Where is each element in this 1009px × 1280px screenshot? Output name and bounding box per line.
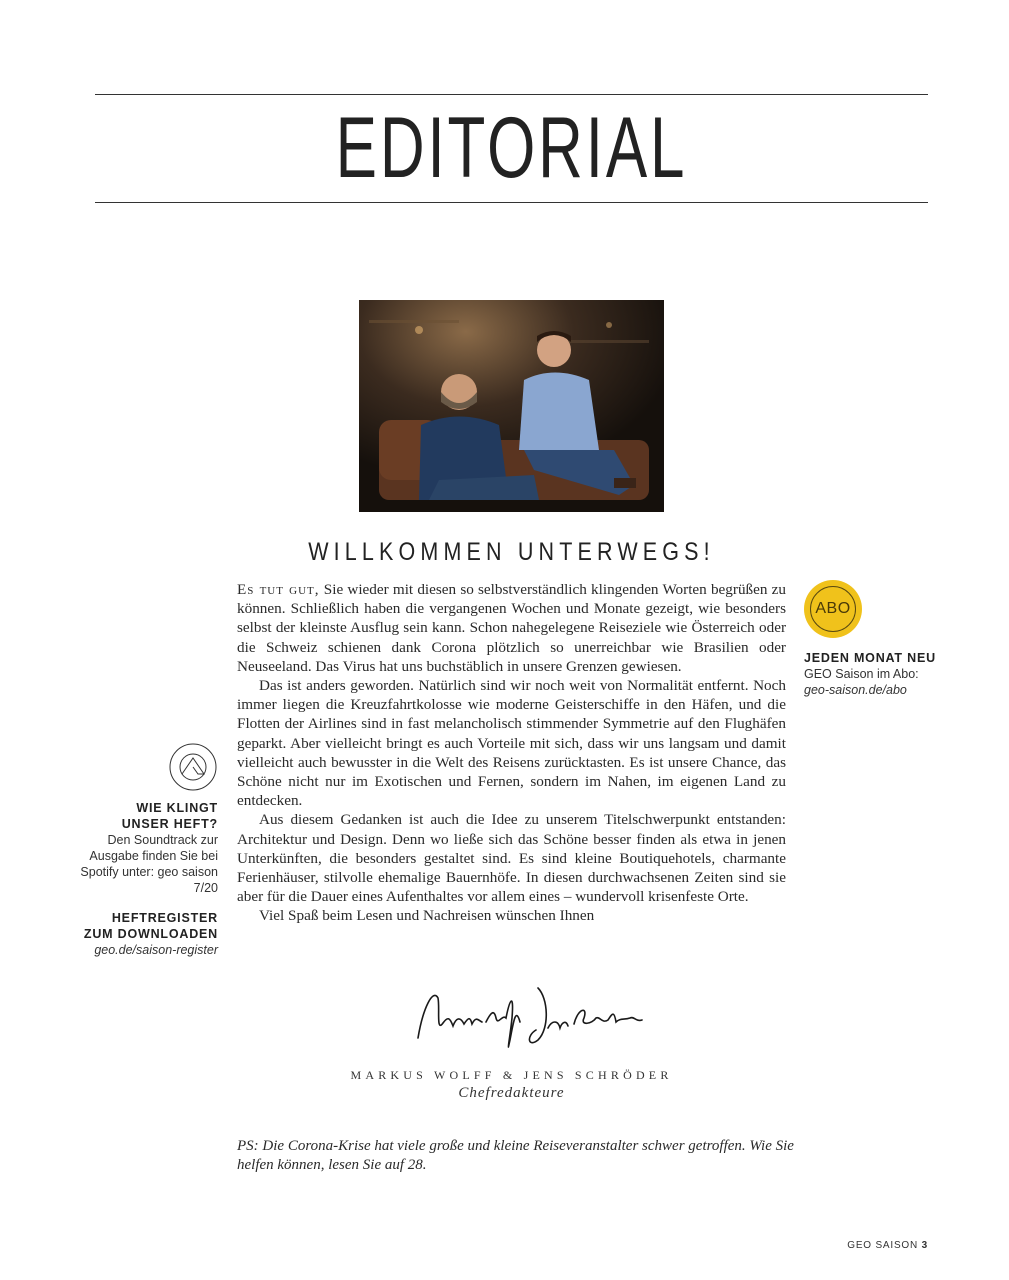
paragraph-1 [237,580,786,676]
page-folio [847,1240,928,1251]
subscription-heading: JEDEN MONAT NEU [804,651,936,665]
abo-badge[interactable] [804,580,862,638]
editor-role: Chefredakteure [458,1085,565,1101]
paragraph-1-text: Sie wieder mit diesen so selbstverständlich klingenden Worten begrüßen zu können. Schließlich haben die vergangenen Wochen und Monate gezeigt, wie besonders selbst der kleinste Ausflug sein kann. Schon nahegelegene Reiseziele wie Österreich oder die Schweiz schienen dank Corona plötzlich so unerreichbar wie Brasilien oder Neuseeland. Das Virus hat uns buchstäblich in unsere Grenzen gewiesen. [237,581,786,675]
paragraph-3: Aus diesem Gedanken ist auch die Idee zu unserem Titelschwerpunkt entstanden: Architektur und Design. Denn wo ließe sich das Schöne besser finden als etwa in jenen Unterkünften, die besonders gestaltet sind. Es sind kleine Boutiquehotels, charmante Ferienhäuser, stilvolle ehemalige Bauernhöfe. In diesen durchwachsenen Zeiten sind sie aber für die Dauer eines Aufenthaltes vor allem eines – wundervoll krisenfeste Orte. [237,811,786,906]
subscription-text: GEO Saison im Abo: [804,667,919,681]
top-rule [95,94,928,95]
postscript: PS: Die Corona-Krise hat viele große und kleine Reiseveranstalter schwer getroffen. Wie Sie helfen können, lesen Sie auf 28. [237,1138,794,1173]
register-link[interactable]: geo.de/saison-register [94,943,218,957]
article-headline: WILLKOMMEN UNTERWEGS! [308,538,715,566]
editor-names: MARKUS WOLFF & JENS SCHRÖDER [350,1068,673,1082]
abo-badge-label: ABO [810,586,856,632]
bottom-rule [95,202,928,203]
handwritten-signature [398,978,648,1060]
soundtrack-heading-line-2: UNSER HEFT? [121,817,218,831]
register-heading-line-1: HEFTREGISTER [111,911,218,925]
page-number: 3 [921,1240,928,1251]
paragraph-2: Das ist anders geworden. Natürlich sind wir noch weit von Normalität entfernt. Noch immer liegen die Kreuzfahrtkolosse wie moderne Geisterschiffe in den Häfen, und die Flotten der Airlines sind in fast melancholisch stimmender Symmetrie auf den Flughäfen geparkt. Aber vielleicht bringt es auch Vorteile mit sich, dass wir uns langsam und damit vielleicht auch bewusster in die Welt des Reisens zurücktasten. Es ist unsere Chance, das Schöne nicht nur im Exotischen und Fernen, sondern im Nahen, im eigenen Land zu entdecken. [237,677,786,810]
soundtrack-block [70,800,218,896]
register-heading-line-2: ZUM DOWNLOADEN [83,927,218,941]
article-body [237,580,786,926]
soundtrack-heading-line-1: WIE KLINGT [136,801,218,815]
register-block [70,910,218,958]
section-title: EDITORIAL [335,100,688,196]
editors-photo [359,300,664,512]
soundtrack-text: Den Soundtrack zur Ausgabe finden Sie bei Spotify unter: geo saison 7/20 [80,833,218,895]
subscription-link[interactable]: geo-saison.de/abo [804,683,907,697]
lead-in: Es tut gut, [237,581,320,598]
paragraph-closing: Viel Spaß beim Lesen und Nachreisen wünschen Ihnen [259,907,595,925]
sidebar-right [804,580,944,698]
magazine-name: GEO SAISON [847,1240,919,1251]
sidebar-left [70,742,218,972]
soundtrack-icon [70,742,218,792]
